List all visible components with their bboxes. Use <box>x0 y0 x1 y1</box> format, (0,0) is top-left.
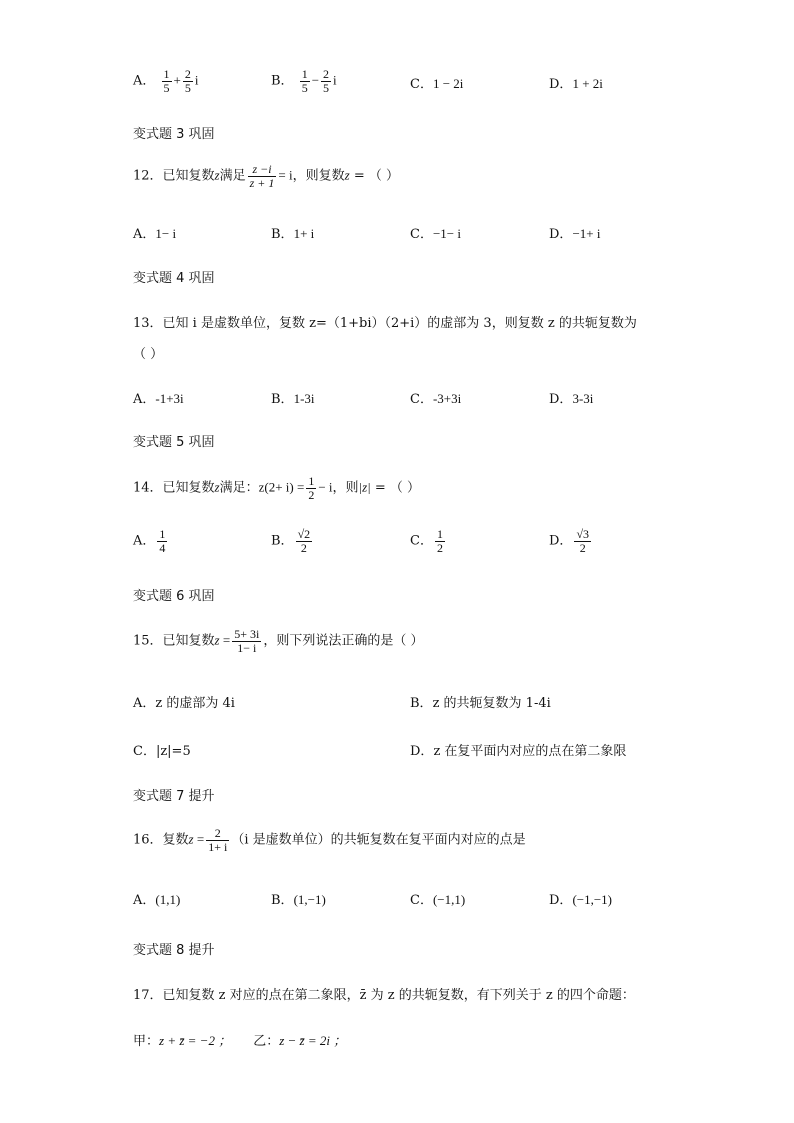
q12-option-b: B．1+ i <box>271 226 315 242</box>
section-header-6: 变式题 6 巩固 <box>133 589 215 604</box>
section-header-8: 变式题 8 提升 <box>133 943 215 958</box>
q12-option-a: A．1− i <box>133 226 177 242</box>
q13-option-d: D．3-3i <box>549 391 594 407</box>
section-header-4: 变式题 4 巩固 <box>133 271 215 286</box>
question-17-propositions: 甲：z + z̄ = −2 ； 乙：z − z̄ = 2i ； <box>133 1033 347 1049</box>
section-header-5: 变式题 5 巩固 <box>133 435 215 450</box>
q12-option-d: D．−1+ i <box>549 226 601 242</box>
q15-option-b: B．z 的共轭复数为 1-4i <box>410 696 551 711</box>
question-13-line2: （ ） <box>133 347 164 362</box>
q12-option-c: C．−1− i <box>410 226 461 242</box>
q16-option-c: C．(−1,1) <box>410 892 466 908</box>
q14-option-d: D． $\frac{√3}{2}$ <box>549 527 590 555</box>
question-12: 12．已知复数z满足 $\frac{z -i}{z + 1}$ = i，则复数z = （ ） <box>133 162 399 190</box>
section-header-3: 变式题 3 巩固 <box>133 127 215 142</box>
question-15: 15．已知复数z = $\frac{5+ 3i}{1- i}$ ，则下列说法正确的是（ ） <box>133 627 424 655</box>
q11-option-d: D．1 + 2i <box>549 76 603 92</box>
q11-option-b: B． $\frac{1}{5}$ − $\frac{2}{5}$ i <box>271 67 337 95</box>
q11-option-c: C．1 − 2i <box>410 76 464 92</box>
q13-option-a: A．-1+3i <box>133 391 184 407</box>
q13-option-c: C．-3+3i <box>410 391 462 407</box>
q14-option-c: C． $\frac{1}{2}$ <box>410 527 443 555</box>
q16-option-b: B．(1,−1) <box>271 892 326 908</box>
q15-option-a: A．z 的虚部为 4i <box>133 696 235 711</box>
q14-option-a: A． $\frac{1}{4}$ <box>133 527 166 555</box>
q13-option-b: B．1-3i <box>271 391 315 407</box>
q11-option-a: A． $\frac{1}{5}$ + $\frac{2}{5}$ i <box>133 67 199 95</box>
q15-option-c: C．|z|=5 <box>133 744 191 759</box>
q16-option-a: A．(1,1) <box>133 892 181 908</box>
q16-option-d: D．(−1,−1) <box>549 892 613 908</box>
question-13-line1: 13．已知 i 是虚数单位，复数 z=（1+bi）（2+i）的虚部为 3，则复数 z 的共轭复数为 <box>133 316 637 331</box>
q15-option-d: D．z 在复平面内对应的点在第二象限 <box>410 744 627 759</box>
question-16: 16．复数z = $\frac{2}{1+ i}$ （i 是虚数单位）的共轭复数在复平面内对应的点是 <box>133 826 526 854</box>
section-header-7: 变式题 7 提升 <box>133 789 215 804</box>
question-17: 17．已知复数 z 对应的点在第二象限，z̄ 为 z 的共轭复数，有下列关于 z 的四个命题： <box>133 988 635 1003</box>
question-14: 14．已知复数z满足：z(2+ i) = $\frac{1}{2}$ − i，则|z| = （ ） <box>133 474 421 502</box>
q14-option-b: B． $\frac{√2}{2}$ <box>271 527 311 555</box>
